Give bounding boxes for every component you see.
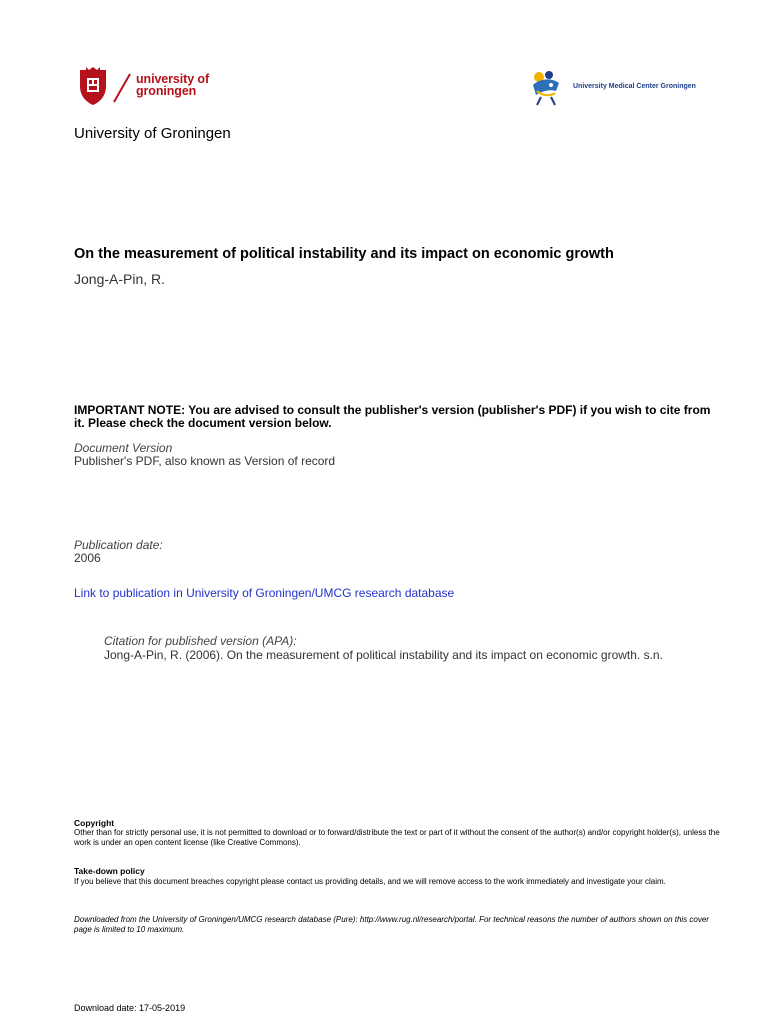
citation-label: Citation for published version (APA): xyxy=(104,634,297,648)
document-version-label: Document Version xyxy=(74,441,173,455)
document-version-value: Publisher's PDF, also known as Version of record xyxy=(74,454,336,468)
takedown-heading: Take-down policy xyxy=(74,866,145,876)
rug-shield-icon xyxy=(78,66,108,106)
document-author: Jong-A-Pin, R. xyxy=(74,271,166,287)
rug-wordmark-line2: groningen xyxy=(136,84,197,98)
umcg-frog-icon xyxy=(527,67,565,107)
rug-slash-icon xyxy=(112,72,132,104)
publication-date-value: 2006 xyxy=(74,551,101,565)
publication-date-label: Publication date: xyxy=(74,538,163,552)
downloaded-from-text: Downloaded from the University of Groningen/UMCG research database (Pure): http://www.rug.nl/research/portal. For technical reasons the number of authors shown on this cover page is limited to 10 maximum. xyxy=(74,915,709,934)
rug-wordmark xyxy=(136,73,209,97)
download-date: Download date: 17-05-2019 xyxy=(74,1003,186,1013)
citation-value: Jong-A-Pin, R. (2006). On the measurement of political instability and its impact on economic growth. s.n. xyxy=(104,648,663,662)
umcg-logo-text: University Medical Center Groningen xyxy=(573,83,696,90)
document-title: On the measurement of political instability and its impact on economic growth xyxy=(74,246,614,262)
rug-logo xyxy=(78,66,228,110)
rug-wordmark-line1: university of xyxy=(136,72,210,86)
publication-link[interactable]: Link to publication in University of Groningen/UMCG research database xyxy=(74,586,455,600)
copyright-text: Other than for strictly personal use, it is not permitted to download or to forward/distribute the text or part of it without the consent of the author(s) and/or copyright holder(s), unless the work is under an open content license (like Creative Commons). xyxy=(74,828,720,847)
takedown-text: If you believe that this document breaches copyright please contact us providing details, and we will remove access to the work immediately and investigate your claim. xyxy=(74,877,666,886)
institution-name: University of Groningen xyxy=(74,125,231,142)
copyright-heading: Copyright xyxy=(74,818,115,828)
umcg-logo xyxy=(527,67,727,107)
important-note: IMPORTANT NOTE: You are advised to consult the publisher's version (publisher's PDF) if you wish to cite from it. Please check the document version below. xyxy=(74,403,711,430)
